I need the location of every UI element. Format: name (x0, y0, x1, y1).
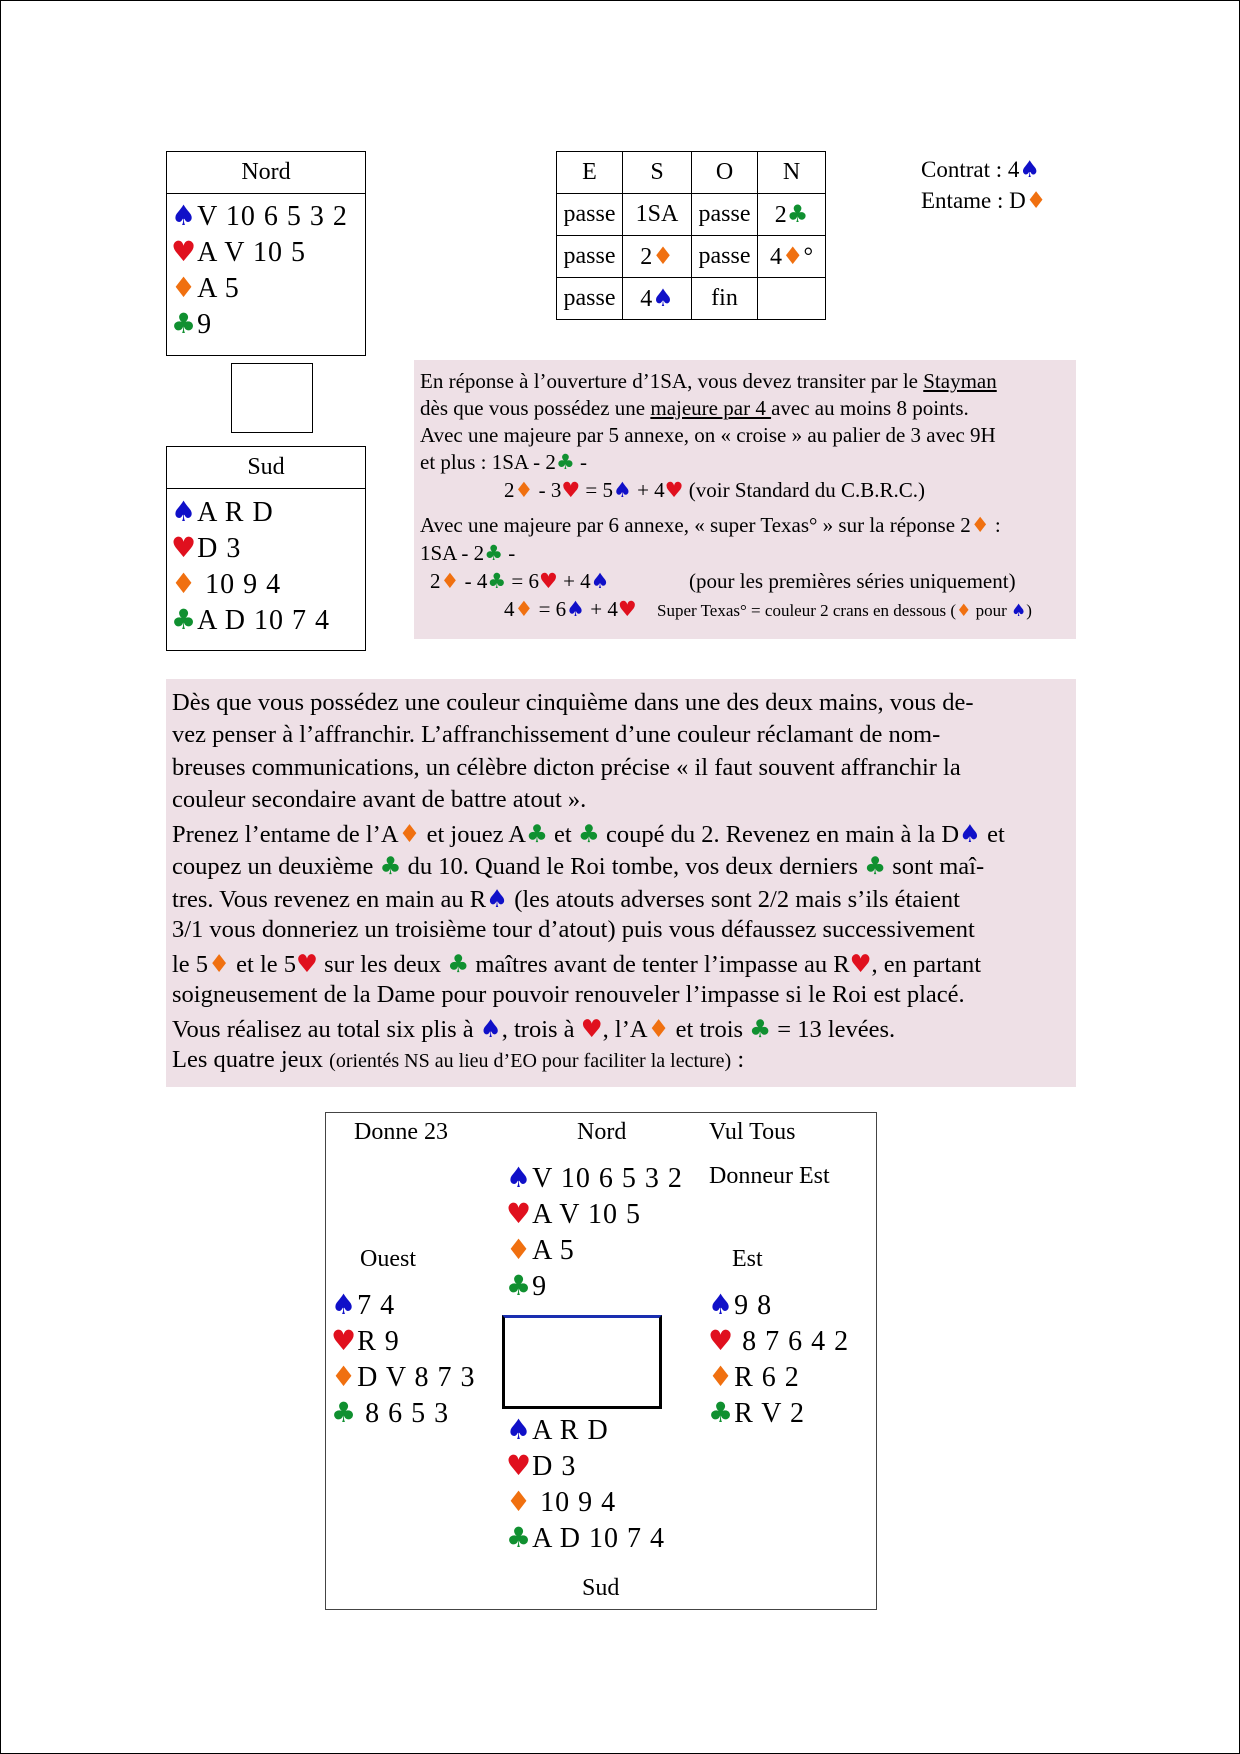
deal-north-spades: ♠V 10 6 5 3 2 (506, 1161, 683, 1194)
spade-icon: ♠ (566, 597, 585, 621)
note-line: et plus : 1SA - 2♣ - (420, 450, 588, 474)
bid-header-e: E (557, 152, 623, 194)
deal-west-diamonds: ♦D V 8 7 3 (331, 1360, 476, 1393)
deal-south-clubs: ♣A D 10 7 4 (506, 1521, 666, 1554)
note-line: Super Texas° = couleur 2 crans en dessous (♦ pour ♠) (657, 601, 1032, 621)
club-icon: ♣ (555, 450, 575, 474)
south-hand-title: Sud (167, 447, 365, 489)
deal-south-spades: ♠A R D (506, 1413, 609, 1446)
bidding-row (557, 236, 826, 278)
diamond-icon: ♦ (970, 513, 990, 537)
text-line: vez penser à l’affranchir. L’affranchissement d’une couleur réclamant de nom- (172, 721, 941, 748)
stayman-note (414, 360, 1076, 639)
deal-north-hand (506, 1160, 683, 1304)
north-hearts: ♥A V 10 5 (171, 235, 306, 268)
spade-icon: ♠ (1011, 601, 1027, 621)
club-icon: ♣ (171, 307, 198, 340)
heart-icon: ♥ (539, 569, 558, 593)
bid-cell: 2♦ (623, 236, 692, 278)
diamond-icon: ♦ (652, 242, 674, 270)
deal-south-diamonds: ♦ 10 9 4 (506, 1485, 617, 1518)
south-hearts: ♥D 3 (171, 531, 242, 564)
diamond-icon: ♦ (647, 1014, 670, 1043)
diamond-icon: ♦ (208, 949, 231, 978)
spade-icon: ♠ (1019, 157, 1041, 183)
club-icon: ♣ (708, 1396, 735, 1429)
heart-icon: ♥ (708, 1324, 735, 1357)
deal-west-clubs: ♣ 8 6 5 3 (331, 1396, 450, 1429)
spade-icon: ♠ (708, 1288, 735, 1321)
deal-east-spades: ♠9 8 (708, 1288, 773, 1321)
text-line: breuses communications, un célèbre dicton précise « il faut souvent affranchir la (172, 754, 961, 781)
note-line: 2♦ - 3♥ = 5♠ + 4♥ (voir Standard du C.B.R.C.) (504, 478, 925, 502)
deal-west-spades: ♠7 4 (331, 1288, 396, 1321)
explanation-text (166, 679, 1076, 1087)
bid-header-s: S (623, 152, 692, 194)
deal-south-label: Sud (582, 1575, 620, 1601)
heart-icon: ♥ (617, 597, 637, 621)
diamond-icon: ♦ (514, 478, 534, 502)
heart-icon: ♥ (171, 235, 198, 268)
heart-icon: ♥ (580, 1014, 603, 1043)
club-icon: ♣ (379, 851, 402, 880)
south-hand-box (166, 446, 366, 651)
note-line: 2♦ - 4♣ = 6♥ + 4♠ (430, 569, 610, 593)
diamond-icon: ♦ (171, 567, 198, 600)
note-line: Avec une majeure par 6 annexe, « super Texas° » sur la réponse 2♦ : (420, 513, 1001, 537)
club-icon: ♣ (331, 1396, 358, 1429)
spade-icon: ♠ (613, 478, 632, 502)
heart-icon: ♥ (171, 531, 198, 564)
heart-icon: ♥ (506, 1197, 533, 1230)
text-line: couleur secondaire avant de battre atout ». (172, 786, 587, 813)
bidding-row (557, 194, 826, 236)
south-clubs: ♣A D 10 7 4 (171, 603, 331, 636)
south-spades: ♠A R D (171, 495, 274, 528)
deal-west-label: Ouest (360, 1246, 416, 1272)
south-diamonds: ♦ 10 9 4 (171, 567, 282, 600)
heart-icon: ♥ (561, 478, 581, 502)
text-line: le 5♦ et le 5♥ sur les deux ♣ maîtres avant de tenter l’impasse au R♥, en partant (172, 949, 982, 978)
text-line: Vous réalisez au total six plis à ♠, trois à ♥, l’A♦ et trois ♣ = 13 levées. (172, 1014, 896, 1043)
diamond-icon: ♦ (781, 242, 804, 270)
spade-icon: ♠ (506, 1413, 533, 1446)
diamond-icon: ♦ (171, 271, 198, 304)
deal-east-hand (708, 1287, 849, 1431)
deal-number: Donne 23 (354, 1119, 448, 1145)
club-icon: ♣ (525, 819, 548, 848)
text-line: tres. Vous revenez en main au R♠ (les atouts adverses sont 2/2 mais s’ils étaient (172, 884, 960, 913)
deal-west-hand (331, 1287, 476, 1431)
diamond-icon: ♦ (956, 601, 972, 621)
bid-cell (758, 278, 826, 320)
club-icon: ♣ (864, 851, 887, 880)
bidding-header-row (557, 152, 826, 194)
deal-east-label: Est (732, 1246, 763, 1272)
spade-icon: ♠ (652, 284, 674, 312)
club-icon: ♣ (506, 1269, 533, 1302)
spade-icon: ♠ (171, 495, 198, 528)
bid-cell: passe (557, 278, 623, 320)
note-line: (pour les premières séries uniquement) (689, 569, 1016, 593)
deal-north-hearts: ♥A V 10 5 (506, 1197, 641, 1230)
note-line: 1SA - 2♣ - (420, 541, 516, 565)
note-line: Avec une majeure par 5 annexe, on « croise » au palier de 3 avec 9H (420, 423, 996, 447)
diamond-icon: ♦ (506, 1233, 533, 1266)
heart-icon: ♥ (664, 478, 684, 502)
club-icon: ♣ (447, 949, 470, 978)
heart-icon: ♥ (331, 1324, 358, 1357)
heart-icon: ♥ (506, 1449, 533, 1482)
deal-north-clubs: ♣9 (506, 1269, 548, 1302)
spade-icon: ♠ (171, 199, 198, 232)
table-square (231, 363, 313, 433)
deal-dealer: Donneur Est (709, 1163, 830, 1189)
diamond-icon: ♦ (331, 1360, 358, 1393)
club-icon: ♣ (749, 1014, 772, 1043)
spade-icon: ♠ (506, 1161, 533, 1194)
club-icon: ♣ (171, 603, 198, 636)
deal-south-hand (506, 1412, 665, 1556)
contract-label: Contrat : 4♠ (921, 157, 1041, 183)
bid-cell: passe (692, 194, 758, 236)
bid-cell: 4♠ (623, 278, 692, 320)
club-icon: ♣ (484, 541, 504, 565)
deal-west-hearts: ♥R 9 (331, 1324, 400, 1357)
bid-cell: passe (692, 236, 758, 278)
spade-icon: ♠ (590, 569, 610, 593)
deal-east-diamonds: ♦R 6 2 (708, 1360, 800, 1393)
bidding-table (556, 151, 826, 320)
diamond-icon: ♦ (398, 819, 421, 848)
text-line: coupez un deuxième ♣ du 10. Quand le Roi tombe, vos deux derniers ♣ sont maî- (172, 851, 985, 880)
spade-icon: ♠ (959, 819, 981, 848)
text-line: Dès que vous possédez une couleur cinquième dans une des deux mains, vous de- (172, 689, 974, 716)
note-line: En réponse à l’ouverture d’1SA, vous devez transiter par le Stayman (420, 369, 997, 393)
heart-icon: ♥ (849, 949, 872, 978)
diamond-icon: ♦ (506, 1485, 533, 1518)
text-line: Les quatre jeux (orientés NS au lieu d’EO pour faciliter la lecture) : (172, 1046, 745, 1073)
bid-cell: 1SA (623, 194, 692, 236)
north-clubs: ♣9 (171, 307, 213, 340)
diamond-icon: ♦ (1025, 188, 1047, 214)
diamond-icon: ♦ (514, 597, 534, 621)
heart-icon: ♥ (296, 949, 318, 978)
club-icon: ♣ (487, 569, 507, 593)
club-icon: ♣ (786, 200, 809, 228)
lead-label: Entame : D♦ (921, 188, 1047, 214)
bid-header-n: N (758, 152, 826, 194)
text-line: Prenez l’entame de l’A♦ et jouez A♣ et ♣ coupé du 2. Revenez en main à la D♠ et (172, 819, 1005, 848)
bid-cell: fin (692, 278, 758, 320)
spade-icon: ♠ (479, 1014, 502, 1043)
spade-icon: ♠ (331, 1288, 358, 1321)
deal-vulnerability: Vul Tous (709, 1119, 796, 1145)
north-diamonds: ♦A 5 (171, 271, 240, 304)
deal-table-rectangle (502, 1315, 662, 1409)
bid-cell: passe (557, 194, 623, 236)
deal-north-label: Nord (577, 1119, 627, 1145)
note-line: dès que vous possédez une majeure par 4 avec au moins 8 points. (420, 396, 969, 420)
bidding-row (557, 278, 826, 320)
north-hand-box (166, 151, 366, 356)
text-line: soigneusement de la Dame pour pouvoir renouveler l’impasse si le Roi est placé. (172, 981, 965, 1008)
note-line: 4♦ = 6♠ + 4♥ (504, 597, 637, 621)
club-icon: ♣ (506, 1521, 533, 1554)
bid-cell: 4♦° (758, 236, 826, 278)
stayman-term: Stayman (923, 369, 997, 393)
deal-east-hearts: ♥ 8 7 6 4 2 (708, 1324, 850, 1357)
bid-cell: 2♣ (758, 194, 826, 236)
bid-cell: passe (557, 236, 623, 278)
deal-east-clubs: ♣R V 2 (708, 1396, 805, 1429)
bid-header-o: O (692, 152, 758, 194)
north-spades: ♠V 10 6 5 3 2 (171, 199, 348, 232)
text-line: 3/1 vous donneriez un troisième tour d’atout) puis vous défaussez successivement (172, 916, 975, 943)
deal-south-hearts: ♥D 3 (506, 1449, 577, 1482)
diamond-icon: ♦ (708, 1360, 735, 1393)
club-icon: ♣ (577, 819, 600, 848)
deal-north-diamonds: ♦A 5 (506, 1233, 575, 1266)
diamond-icon: ♦ (440, 569, 460, 593)
north-hand-title: Nord (167, 152, 365, 194)
spade-icon: ♠ (486, 884, 509, 913)
